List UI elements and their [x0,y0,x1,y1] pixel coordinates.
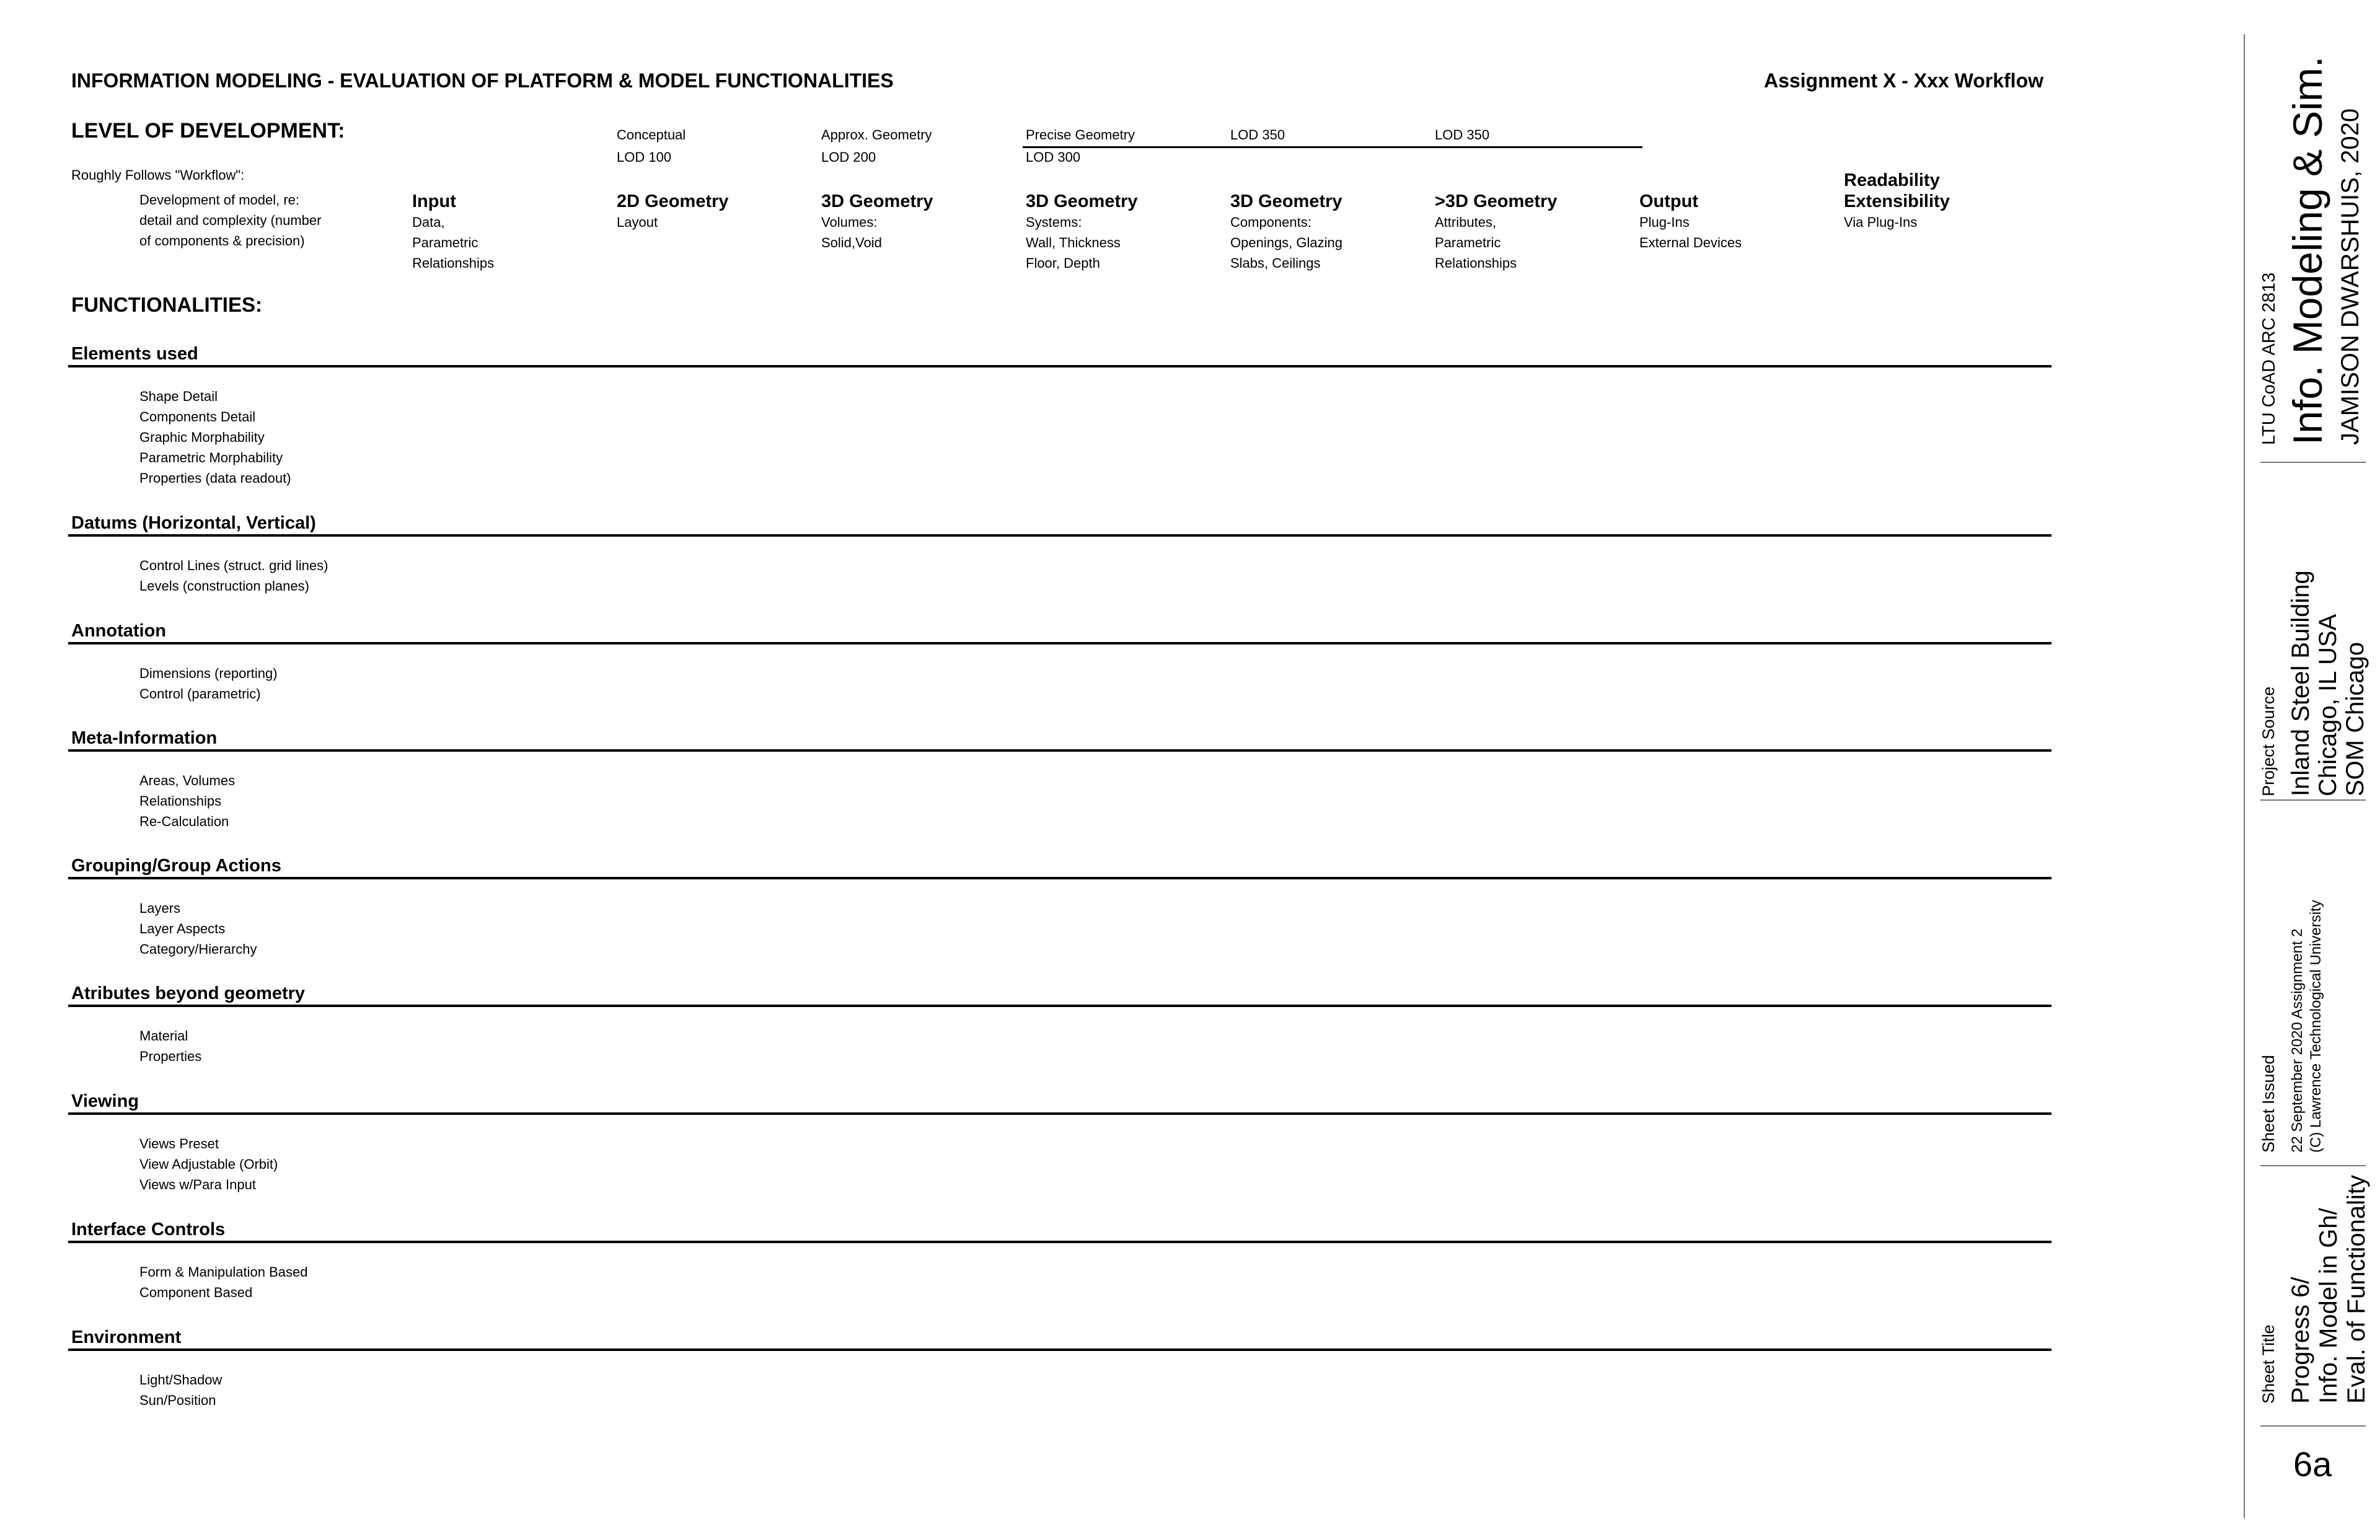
list-item: Light/Shadow [139,1372,223,1388]
list-item: Levels (construction planes) [139,578,309,594]
lod-column-level: LOD 350 [1230,127,1285,143]
lod-column-detail: Floor, Depth [1026,255,1100,271]
lod-column-detail: Slabs, Ceilings [1230,255,1321,271]
lod-column-detail: Solid,Void [821,235,882,250]
lod-column [1435,124,1557,273]
section-rule [68,877,2052,879]
section-rule [68,1112,2052,1115]
lod-column-level: Conceptual [617,127,686,143]
list-item: Control (parametric) [139,686,261,702]
functionality-section [68,1218,2052,1303]
list-item: Components Detail [139,409,256,425]
page-title: INFORMATION MODELING - EVALUATION OF PLATFORM & MODEL FUNCTIONALITIES [71,69,894,92]
section-title: Atributes beyond geometry [71,983,306,1003]
section-rule [68,365,2052,367]
section-rule [68,749,2052,752]
section-items [68,1026,2052,1067]
section-rule [68,1349,2052,1351]
list-item: Properties (data readout) [139,470,291,486]
lod-column-detail: Relationships [412,255,495,271]
section-title: Viewing [71,1091,139,1111]
section-rule [68,1005,2052,1007]
section-rule [68,534,2052,537]
functionality-section [68,727,2052,832]
lod-column-detail: Parametric [1435,235,1501,250]
list-item: Control Lines (struct. grid lines) [139,558,328,573]
sheet-number: 6a [2293,1445,2332,1484]
lod-column-level: LOD 300 [1026,149,1081,165]
lod-column-heading: Extensibility [1844,191,1950,211]
lod-column [1026,124,1138,273]
functionality-section [68,855,2052,959]
lod-column-heading: Readability [1844,170,1940,190]
lod-column-detail: Wall, Thickness [1026,235,1121,250]
lod-column-detail: External Devices [1639,235,1742,250]
list-item: Graphic Morphability [139,429,265,445]
functionality-section [68,1326,2052,1410]
section-rule [68,1241,2052,1243]
sheet-title: Progress 6/ Info. Model in Gh/ Eval. of Functionality [2287,1174,2370,1404]
lod-column-heading: 3D Geometry [1026,191,1138,211]
section-items [68,1370,2052,1410]
title-block-divider [2260,799,2366,801]
lod-column [821,124,933,253]
list-item: Form & Manipulation Based [139,1264,308,1280]
list-item: Material [139,1028,188,1044]
lod-column-detail: Data, [412,214,445,230]
course-code: LTU CoAD ARC 2813 [2259,272,2279,445]
lod-column-level: Approx. Geometry [821,127,932,143]
project-source-label: Project Source [2259,686,2278,796]
list-item: Category/Hierarchy [139,941,257,957]
lod-heading: LEVEL OF DEVELOPMENT: [71,119,345,143]
lod-column-heading: Input [412,191,456,211]
author: JAMISON DWARSHUIS, 2020 [2337,108,2364,445]
list-item: View Adjustable (Orbit) [139,1156,278,1172]
workflow-description: Development of model, re: detail and complexity (number of components & precision) [139,192,322,249]
lod-column-detail: Plug-Ins [1639,214,1690,230]
list-item: Component Based [139,1285,253,1300]
functionality-section [68,1090,2052,1195]
workflow-label: Roughly Follows "Workflow": [71,167,245,183]
functionality-section [68,982,2052,1067]
sheet-title-label: Sheet Title [2259,1324,2278,1404]
lod-column [617,124,729,232]
functionality-section [68,512,2052,596]
section-items [68,770,2052,832]
list-item: Views Preset [139,1136,219,1151]
course-title: Info. Modeling & Sim. [2285,56,2330,445]
list-item: Layers [139,900,181,916]
section-title: Annotation [71,621,167,641]
lod-column-heading: 2D Geometry [617,191,729,211]
assignment-label: Assignment X - Xxx Workflow [1763,69,2043,92]
section-title: Elements used [71,344,198,364]
sheet-issued-label: Sheet Issued [2259,1055,2278,1153]
section-items [68,1262,2052,1303]
list-item: Re-Calculation [139,814,229,829]
list-item: Parametric Morphability [139,450,283,465]
lod-column-detail: Relationships [1435,255,1517,271]
lod-column [412,124,494,273]
functionality-section [68,343,2052,488]
lod-column-detail: Attributes, [1435,214,1497,230]
section-title: Interface Controls [71,1220,226,1239]
list-item: Layer Aspects [139,921,226,936]
lod-column [1230,124,1342,273]
lod-column-heading: Output [1639,191,1699,211]
section-title: Meta-Information [71,728,218,748]
section-title: Datums (Horizontal, Vertical) [71,513,316,533]
section-title: Grouping/Group Actions [71,856,281,876]
section-rule [68,642,2052,645]
lod-column [1639,124,1742,253]
list-item: Shape Detail [139,389,218,404]
lod-column-heading: >3D Geometry [1435,191,1558,211]
lod-column-detail: Volumes: [821,214,878,230]
list-item: Relationships [139,793,222,809]
list-item: Properties [139,1049,202,1064]
title-block-border [2244,34,2245,1518]
functionalities-heading: FUNCTIONALITIES: [71,293,262,316]
section-items [68,1133,2052,1195]
list-item: Views w/Para Input [139,1177,256,1192]
title-block-divider [2260,462,2366,463]
lod-column-detail: Systems: [1026,214,1082,230]
project-source: Inland Steel Building Chicago, IL USA SOM Chicago [2287,570,2369,796]
section-title: Environment [71,1327,182,1347]
lod-column-detail: Components: [1230,214,1311,230]
section-items [68,898,2052,959]
section-items [68,555,2052,596]
lod-column-heading: 3D Geometry [821,191,933,211]
lod-column-level: LOD 200 [821,149,876,165]
list-item: Areas, Volumes [139,773,236,788]
lod-column-detail: Parametric [412,235,478,250]
lod-column [1844,124,1950,232]
sheet-issued: 22 September 2020 Assignment 2 (C) Lawrence Technological University [2289,900,2324,1153]
list-item: Dimensions (reporting) [139,666,278,681]
lod-column-level: LOD 350 [1435,127,1490,143]
lod-column-detail: Via Plug-Ins [1844,214,1918,230]
lod-column-detail: Openings, Glazing [1230,235,1342,250]
title-block-divider [2260,1425,2366,1427]
title-block-divider [2260,1165,2366,1166]
lod-column-detail: Layout [617,214,658,230]
functionality-section [68,620,2052,704]
section-items [68,386,2052,488]
section-items [68,663,2052,704]
lod-column-level: LOD 100 [617,149,672,165]
lod-column-level: Precise Geometry [1026,127,1135,143]
list-item: Sun/Position [139,1393,216,1408]
lod-column-heading: 3D Geometry [1230,191,1342,211]
